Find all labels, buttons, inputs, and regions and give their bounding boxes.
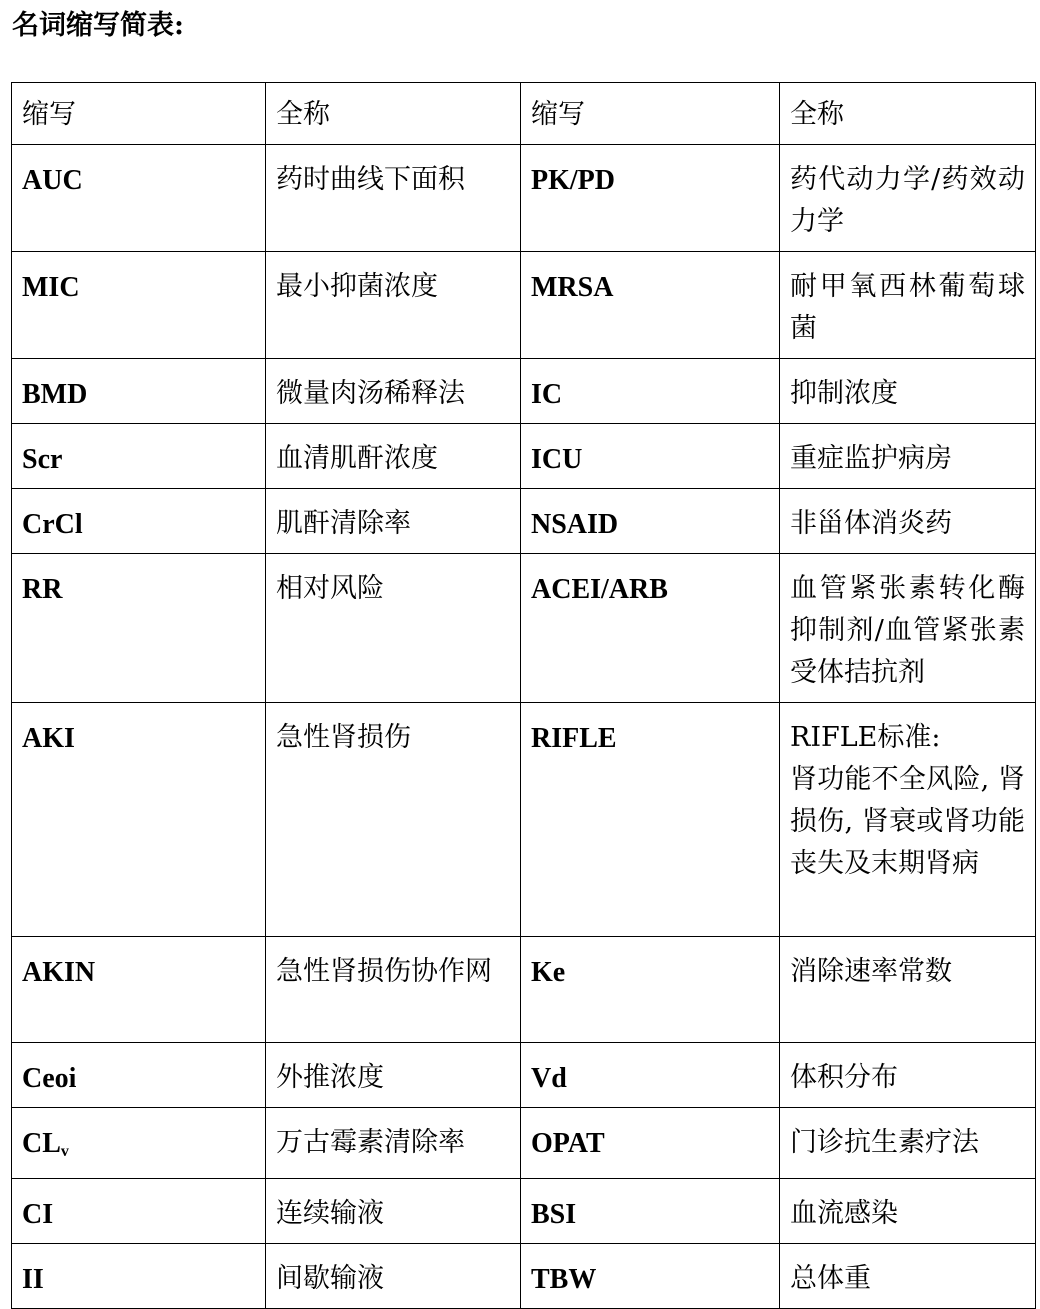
full-name-cell: 体积分布	[780, 1043, 1036, 1108]
full-name-cell: 重症监护病房	[780, 424, 1036, 489]
abbreviation-cell	[12, 1244, 266, 1309]
full-name-cell: 非甾体消炎药	[780, 489, 1036, 554]
table-row	[12, 424, 1036, 489]
abbreviation-text: II	[22, 1264, 44, 1295]
abbreviation-text: CL	[22, 1128, 61, 1159]
full-name-cell: 微量肉汤稀释法	[266, 359, 521, 424]
full-name-cell: 急性肾损伤协作网	[266, 937, 521, 1043]
abbreviation-text: AKIN	[22, 957, 96, 988]
abbreviation-cell	[12, 1043, 266, 1108]
abbreviation-text: AUC	[22, 165, 83, 196]
abbreviation-cell	[12, 145, 266, 252]
abbreviation-cell	[12, 1108, 266, 1179]
full-name-cell: 肌酐清除率	[266, 489, 521, 554]
table-row	[12, 145, 1036, 252]
header-abbreviation-1: 缩写	[12, 83, 266, 145]
full-name-cell: 相对风险	[266, 554, 521, 703]
full-name-cell: 耐甲氧西林葡萄球菌	[780, 252, 1036, 359]
full-name-cell: 急性肾损伤	[266, 703, 521, 937]
abbreviation-text: AKI	[22, 723, 75, 754]
header-full-name-1: 全称	[266, 83, 521, 145]
abbreviation-cell: Vd	[521, 1043, 780, 1108]
table-row	[12, 489, 1036, 554]
table-row	[12, 1108, 1036, 1179]
full-name-cell: 血清肌酐浓度	[266, 424, 521, 489]
table-row	[12, 359, 1036, 424]
abbreviation-cell: OPAT	[521, 1108, 780, 1179]
full-name-cell: 间歇输液	[266, 1244, 521, 1309]
full-name-cell: 连续输液	[266, 1179, 521, 1244]
full-name-cell: 门诊抗生素疗法	[780, 1108, 1036, 1179]
full-name-cell: 外推浓度	[266, 1043, 521, 1108]
abbreviation-cell: BSI	[521, 1179, 780, 1244]
abbreviation-cell: Ke	[521, 937, 780, 1043]
table-row	[12, 1244, 1036, 1309]
abbreviation-cell: IC	[521, 359, 780, 424]
abbreviation-text: CrCl	[22, 509, 83, 540]
abbreviation-cell: RIFLE	[521, 703, 780, 937]
abbreviation-text: Ceoi	[22, 1063, 77, 1094]
abbreviation-text: RR	[22, 574, 63, 605]
table-row	[12, 554, 1036, 703]
full-name-cell: RIFLE标准: 肾功能不全风险, 肾损伤, 肾衰或肾功能丧失及末期肾病	[780, 703, 1036, 937]
abbreviation-cell: MRSA	[521, 252, 780, 359]
abbreviation-cell	[12, 703, 266, 937]
abbreviation-text: CI	[22, 1199, 54, 1230]
abbreviation-cell	[12, 489, 266, 554]
abbreviation-text: Scr	[22, 444, 63, 475]
abbreviation-cell	[12, 1179, 266, 1244]
abbreviation-cell	[12, 554, 266, 703]
abbreviation-cell	[12, 424, 266, 489]
abbreviation-table	[11, 82, 1036, 1309]
abbreviation-cell: ICU	[521, 424, 780, 489]
document-title: 名词缩写简表:	[12, 10, 184, 41]
full-name-cell: 血流感染	[780, 1179, 1036, 1244]
full-name-cell: 总体重	[780, 1244, 1036, 1309]
abbreviation-cell: TBW	[521, 1244, 780, 1309]
abbreviation-cell: PK/PD	[521, 145, 780, 252]
header-abbreviation-2: 缩写	[521, 83, 780, 145]
table-row	[12, 1179, 1036, 1244]
full-name-cell: 消除速率常数	[780, 937, 1036, 1043]
abbreviation-subscript: v	[60, 1143, 69, 1160]
full-name-cell: 最小抑菌浓度	[266, 252, 521, 359]
full-name-cell: 药代动力学/药效动力学	[780, 145, 1036, 252]
full-name-cell: 药时曲线下面积	[266, 145, 521, 252]
abbreviation-text: BMD	[22, 379, 88, 410]
header-full-name-2: 全称	[780, 83, 1036, 145]
table-header-row	[12, 83, 1036, 145]
table-row	[12, 252, 1036, 359]
table-row	[12, 703, 1036, 937]
table-row	[12, 937, 1036, 1043]
full-name-cell: 万古霉素清除率	[266, 1108, 521, 1179]
abbreviation-cell: NSAID	[521, 489, 780, 554]
abbreviation-cell	[12, 937, 266, 1043]
abbreviation-cell	[12, 359, 266, 424]
table-row	[12, 1043, 1036, 1108]
full-name-cell: 抑制浓度	[780, 359, 1036, 424]
abbreviation-cell: ACEI/ARB	[521, 554, 780, 703]
abbreviation-cell	[12, 252, 266, 359]
abbreviation-text: MIC	[22, 272, 80, 303]
full-name-cell: 血管紧张素转化酶抑制剂/血管紧张素受体拮抗剂	[780, 554, 1036, 703]
